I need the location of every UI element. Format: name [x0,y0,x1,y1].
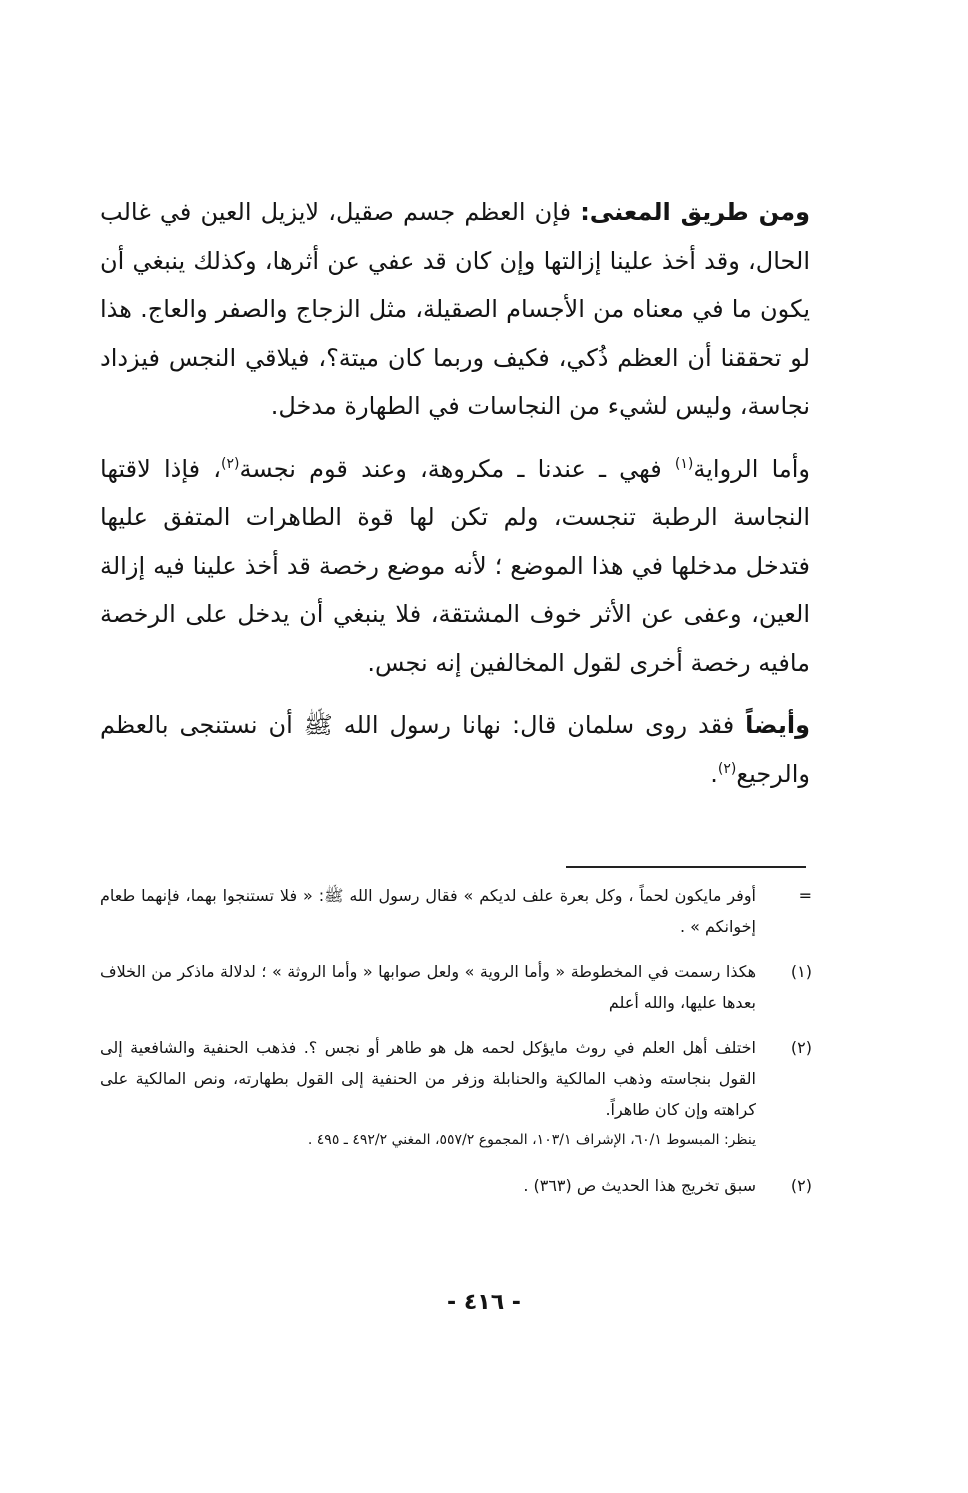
paragraph-3-lead: وأيضاً [745,711,810,739]
paragraph-2-text-c: ، فإذا لاقتها النجاسة الرطبة تنجست، ولم تكن لها قوة الطاهرات المتفق عليها فتدخل مدخلها في هذا الموضع ؛ لأنه موضع رخصة قد أخذ علينا فيه إزالة العين، وعفى عن الأثر خوف المشتقة، فلا ينبغي أن يدخل على الرخصة مافيه رخصة أخرى لقول المخالفين إنه نجس. [100,454,810,677]
footnote-1 [100,956,812,1018]
footnote-marker: = [798,886,812,905]
footnote-text: هكذا رسمت في المخطوطة « وأما الروية » ولعل صوابها « وأما الروثة » ؛ لدلالة ماذكر من الخلاف بعدها عليها، والله أعلم [100,962,756,1012]
footnote-text: اختلف أهل العلم في روث مايؤكل لحمه هل هو طاهر أو نجس ؟. فذهب الحنفية والشافعية إلى القول بنجاسته وذهب المالكية والحنابلة وزفر من الحنفية إلى القول بطهارته، ونص المالكية على كراهته وإن كان طاهراً. [100,1038,756,1119]
footnote-divider [566,866,806,868]
paragraph-2-text-b: فهي ـ عندنا ـ مكروهة، وعند قوم نجسة [239,454,675,483]
footnote-ref-1: (١) [674,455,694,472]
paragraph-3-end: . [710,759,718,788]
footnote-ref-3: (٢) [717,760,737,777]
paragraph-1-lead: ومن طريق المعنى: [580,198,810,226]
paragraph-3 [100,701,810,798]
footnote-body [100,1032,756,1156]
page-number: - ٤١٦ - [447,1290,521,1315]
paragraph-1-text: فإن العظم جسم صقيل، لايزيل العين في غالب الحال، وقد أخذ علينا إزالتها وإن كان قد عفي عن أثرها، وكذلك ينبغي أن يكون ما في معناه من الأجسام الصقيلة، مثل الزجاج والصفر والعاج. هذا لو تحققنا أن العظم ذُكي، فكيف وربما كان ميتة؟، فيلاقي النجس فيزداد نجاسة، وليس لشيء من النجاسات في الطهارة مدخل. [100,198,810,420]
footnote-reference: ينظر: المبسوط ٦٠/١، الإشراف ١٠٣/١، المجموع ٥٥٧/٢، المغني ٤٩٢/٢ ـ ٤٩٥ . [307,1132,756,1148]
paragraph-1 [100,188,810,431]
footnotes [100,880,812,1215]
footnote-2b [100,1170,812,1201]
footnote-marker: (٢) [790,1176,812,1195]
footnote-body [100,1170,756,1201]
footnote-continuation [100,880,812,942]
main-text [100,188,810,812]
paragraph-2-text-a: وأما الرواية [693,454,810,483]
footnote-marker: (١) [790,962,812,981]
footnote-2a [100,1032,812,1156]
paragraph-2 [100,445,810,688]
footnote-body [100,880,756,942]
footnote-text: أوفر مايكون لحماً ، وكل بعرة علف لديكم » فقال رسول الله ﷺ: « فلا تستنجوا بهما، فإنهما طعام إخوانكم » . [100,886,756,936]
footnote-ref-2: (٢) [221,455,240,472]
footnote-text: سبق تخريج هذا الحديث ص (٣٦٣) . [523,1176,756,1195]
footnote-body [100,956,756,1018]
paragraph-3-text: فقد روى سلمان قال: نهانا رسول الله ﷺ أن نستنجى بالعظم والرجيع [100,711,810,788]
footnote-marker: (٢) [790,1038,812,1057]
